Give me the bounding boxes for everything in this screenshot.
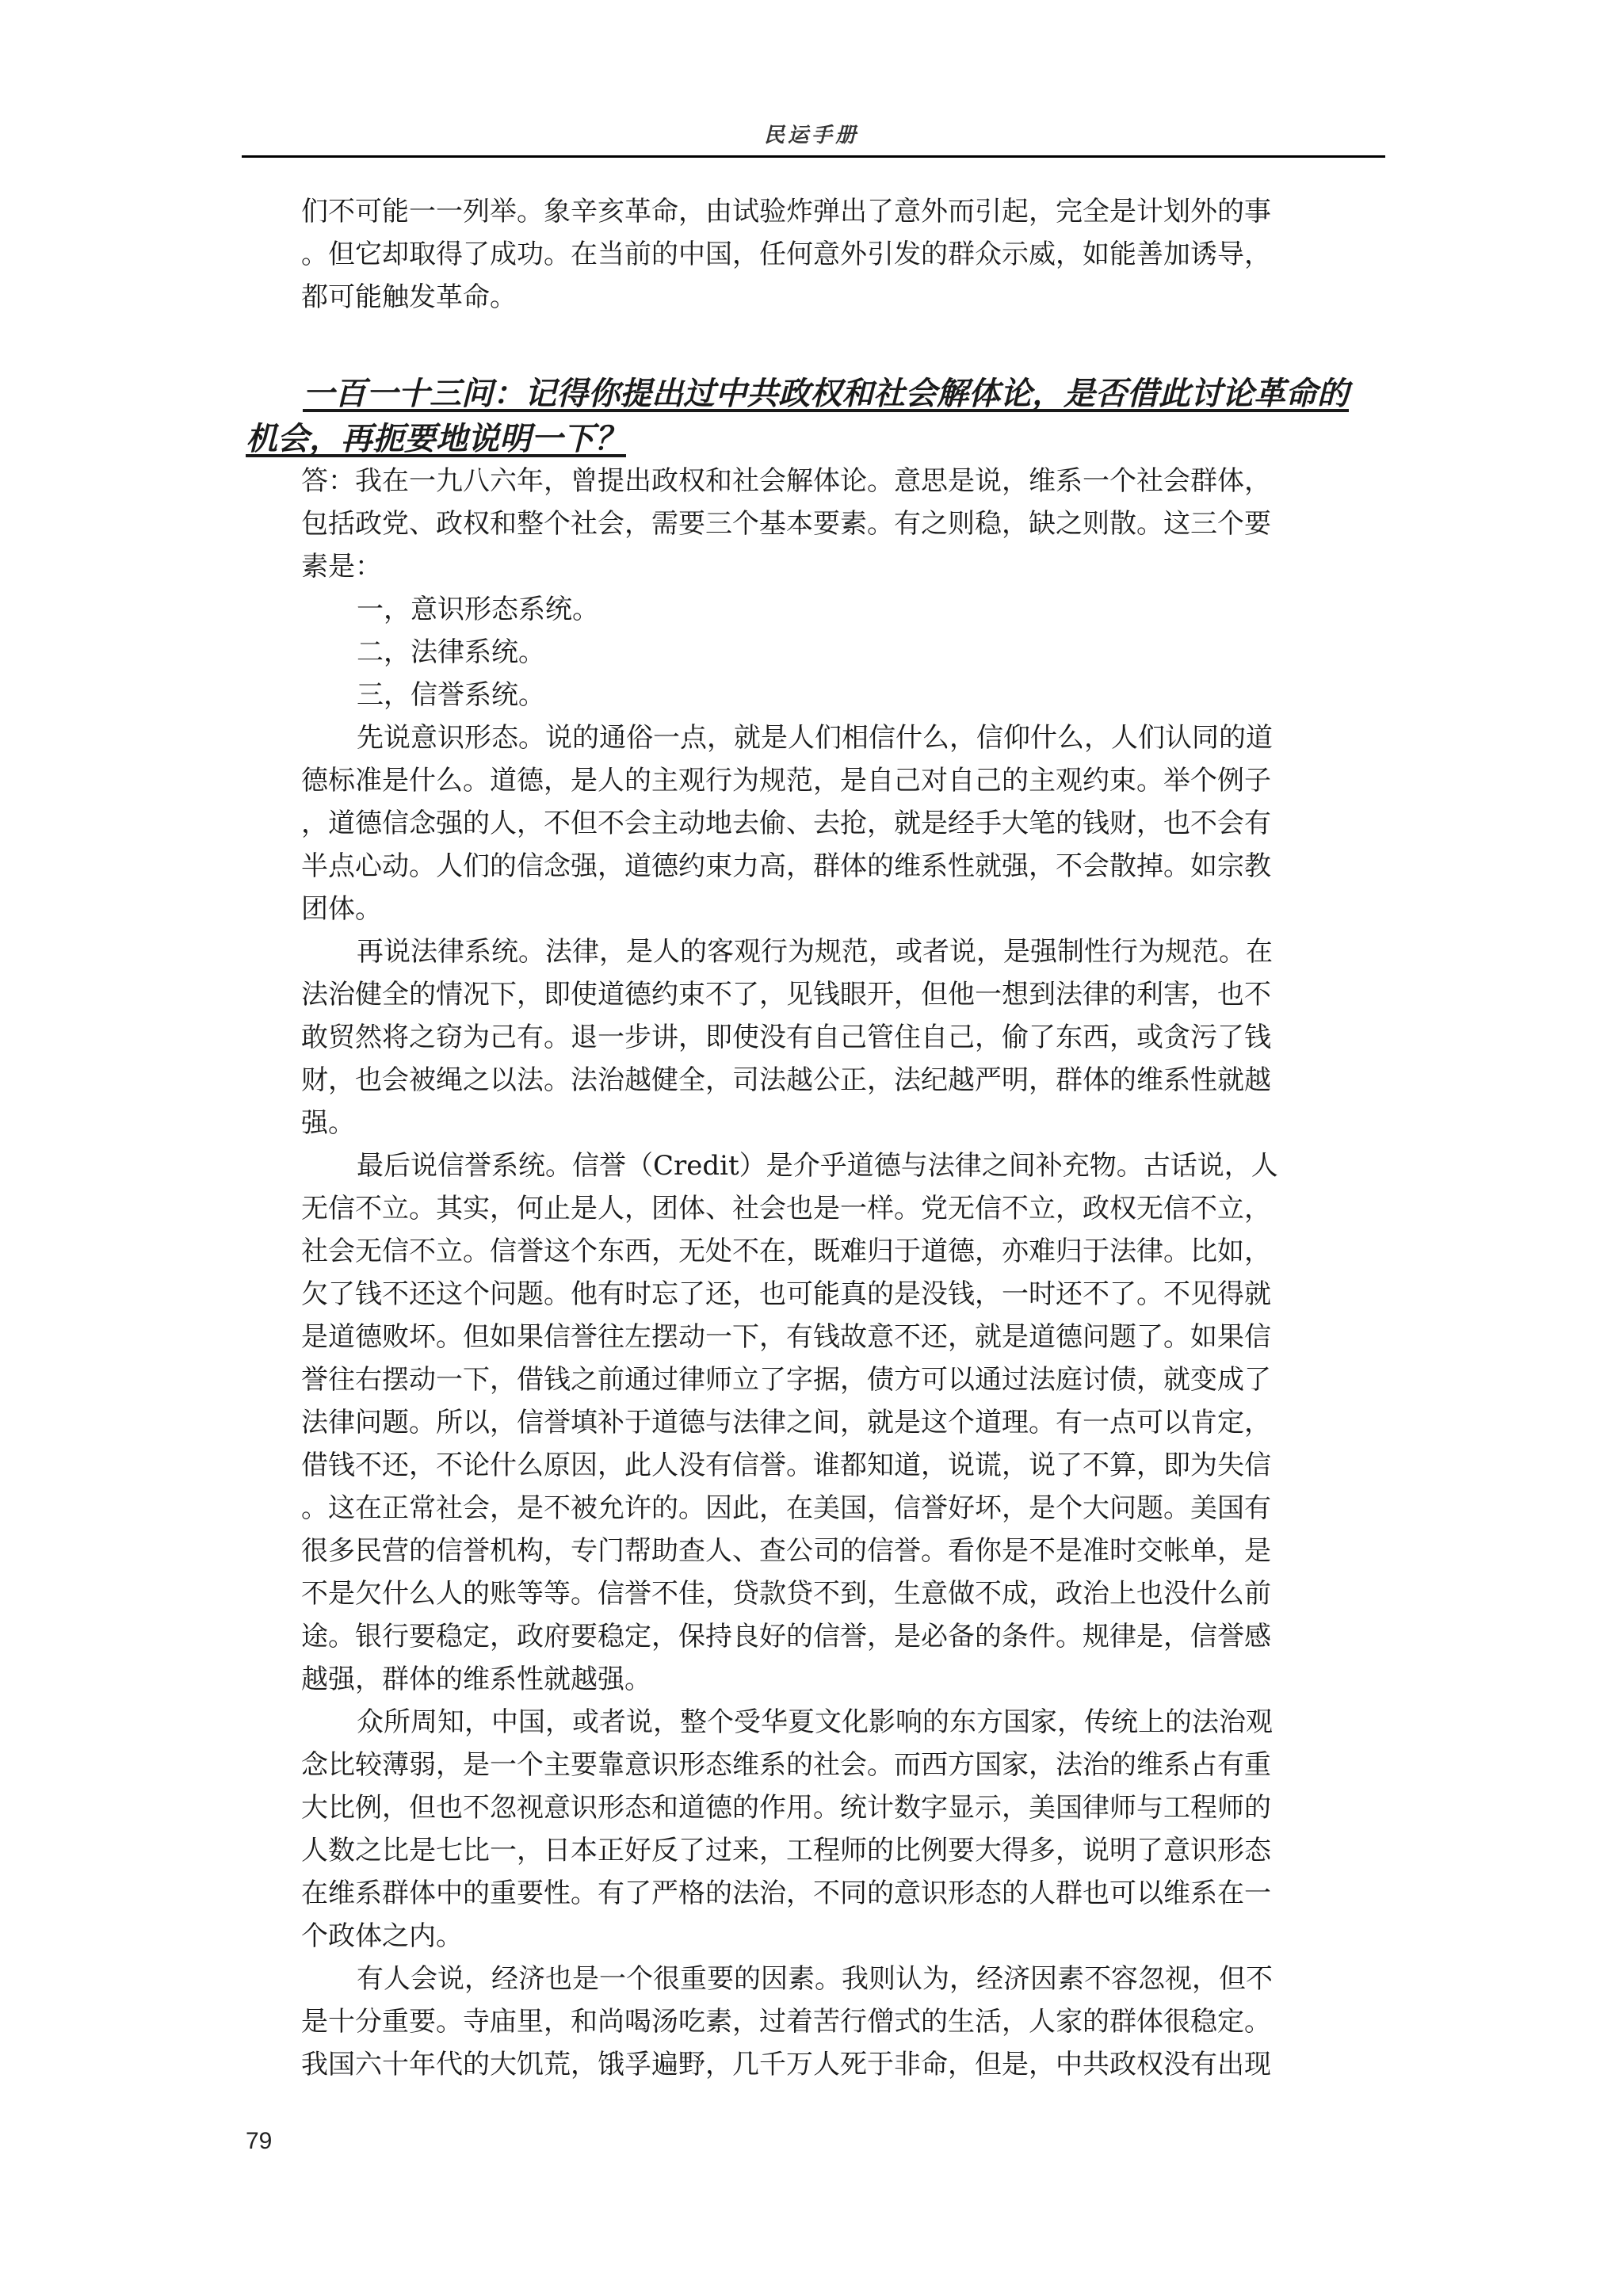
question-heading (246, 371, 1395, 461)
intro-paragraph (301, 190, 1355, 319)
body-line: 个政体之内。 (301, 1920, 463, 1952)
body-line: 半点心动。人们的信念强，道德约束力高，群体的维系性就强，不会散掉。如宗教 (301, 850, 1271, 882)
question-line: 一百一十三问：记得你提出过中共政权和社会解体论，是否借此讨论革命的 (303, 375, 1349, 412)
body-line: 有人会说，经济也是一个很重要的因素。我则认为，经济因素不容忽视，但不 (357, 1963, 1273, 1995)
body-line: 不是欠什么人的账等等。信誉不佳，贷款贷不到，生意做不成，政治上也没什么前 (301, 1578, 1271, 1610)
body-line: 欠了钱不还这个问题。他有时忘了还，也可能真的是没钱，一时还不了。不见得就 (301, 1278, 1271, 1310)
body-line: 三，信誉系统。 (357, 679, 545, 711)
body-line: 念比较薄弱，是一个主要靠意识形态维系的社会。而西方国家，法治的维系占有重 (301, 1749, 1271, 1781)
body-line: 包括政党、政权和整个社会，需要三个基本要素。有之则稳，缺之则散。这三个要 (301, 508, 1271, 540)
body-line: 无信不立。其实，何止是人，团体、社会也是一样。党无信不立，政权无信不立， (301, 1193, 1271, 1224)
page-number: 79 (246, 2128, 273, 2154)
body-line: 借钱不还，不论什么原因，此人没有信誉。谁都知道，说谎，说了不算，即为失信 (301, 1450, 1271, 1481)
body-line: 很多民营的信誉机构，专门帮助查人、查公司的信誉。看你是不是准时交帐单，是 (301, 1535, 1271, 1567)
body-line: 众所周知，中国，或者说，整个受华夏文化影响的东方国家，传统上的法治观 (357, 1706, 1273, 1738)
body-line: 一，意识形态系统。 (357, 594, 599, 625)
body-line: 答：我在一九八六年，曾提出政权和社会解体论。意思是说，维系一个社会群体， (301, 465, 1271, 497)
body-line: 大比例，但也不忽视意识形态和道德的作用。统计数字显示，美国律师与工程师的 (301, 1792, 1271, 1824)
body-line: 再说法律系统。法律，是人的客观行为规范，或者说，是强制性行为规范。在 (357, 936, 1273, 968)
body-line: 是十分重要。寺庙里，和尚喝汤吃素，过着苦行僧式的生活，人家的群体很稳定。 (301, 2006, 1271, 2038)
body-line: 我国六十年代的大饥荒，饿孚遍野，几千万人死于非命，但是，中共政权没有出现 (301, 2049, 1271, 2080)
running-header-title: 民运手册 (763, 124, 859, 147)
body-line: 们不可能一一列举。象辛亥革命，由试验炸弹出了意外而引起，完全是计划外的事 (301, 196, 1271, 227)
question-line: 机会，再扼要地说明一下？ (246, 420, 626, 457)
body-line: 。但它却取得了成功。在当前的中国，任何意外引发的群众示威，如能善加诱导， (301, 239, 1271, 270)
body-line: 。这在正常社会，是不被允许的。因此，在美国，信誉好坏，是个大问题。美国有 (301, 1492, 1271, 1524)
body-line: 二，法律系统。 (357, 636, 545, 668)
body-line: 先说意识形态。说的通俗一点，就是人们相信什么，信仰什么，人们认同的道 (357, 722, 1273, 754)
body-line: 财，也会被绳之以法。法治越健全，司法越公正，法纪越严明，群体的维系性就越 (301, 1064, 1271, 1096)
body-line: 法治健全的情况下，即使道德约束不了，见钱眼开，但他一想到法律的利害，也不 (301, 979, 1271, 1010)
body-line: 途。银行要稳定，政府要稳定，保持良好的信誉，是必备的条件。规律是，信誉感 (301, 1621, 1271, 1652)
body-line: 法律问题。所以，信誉填补于道德与法律之间，就是这个道理。有一点可以肯定， (301, 1407, 1271, 1438)
body-line: ，道德信念强的人，不但不会主动地去偷、去抢，就是经手大笔的钱财，也不会有 (301, 808, 1271, 839)
answer-body (301, 460, 1355, 2086)
body-line: 越强，群体的维系性就越强。 (301, 1664, 651, 1695)
body-line: 强。 (301, 1107, 355, 1139)
body-line: 人数之比是七比一，日本正好反了过来，工程师的比例要大得多，说明了意识形态 (301, 1835, 1271, 1866)
body-line: 在维系群体中的重要性。有了严格的法治，不同的意识形态的人群也可以维系在一 (301, 1878, 1271, 1909)
body-line: 最后说信誉系统。信誉（Credit）是介乎道德与法律之间补充物。古话说，人 (357, 1150, 1278, 1182)
body-line: 社会无信不立。信誉这个东西，无处不在，既难归于道德，亦难归于法律。比如， (301, 1236, 1271, 1267)
body-line: 都可能触发革命。 (301, 281, 517, 313)
body-line: 德标准是什么。道德，是人的主观行为规范，是自己对自己的主观约束。举个例子 (301, 765, 1271, 797)
body-line: 誉往右摆动一下，借钱之前通过律师立了字据，债方可以通过法庭讨债，就变成了 (301, 1364, 1271, 1396)
body-line: 素是： (301, 551, 382, 583)
body-line: 是道德败坏。但如果信誉往左摆动一下，有钱故意不还，就是道德问题了。如果信 (301, 1321, 1271, 1353)
body-line: 敢贸然将之窃为己有。退一步讲，即使没有自己管住自己，偷了东西，或贪污了钱 (301, 1022, 1271, 1053)
header-divider (242, 155, 1385, 158)
body-line: 团体。 (301, 893, 382, 925)
